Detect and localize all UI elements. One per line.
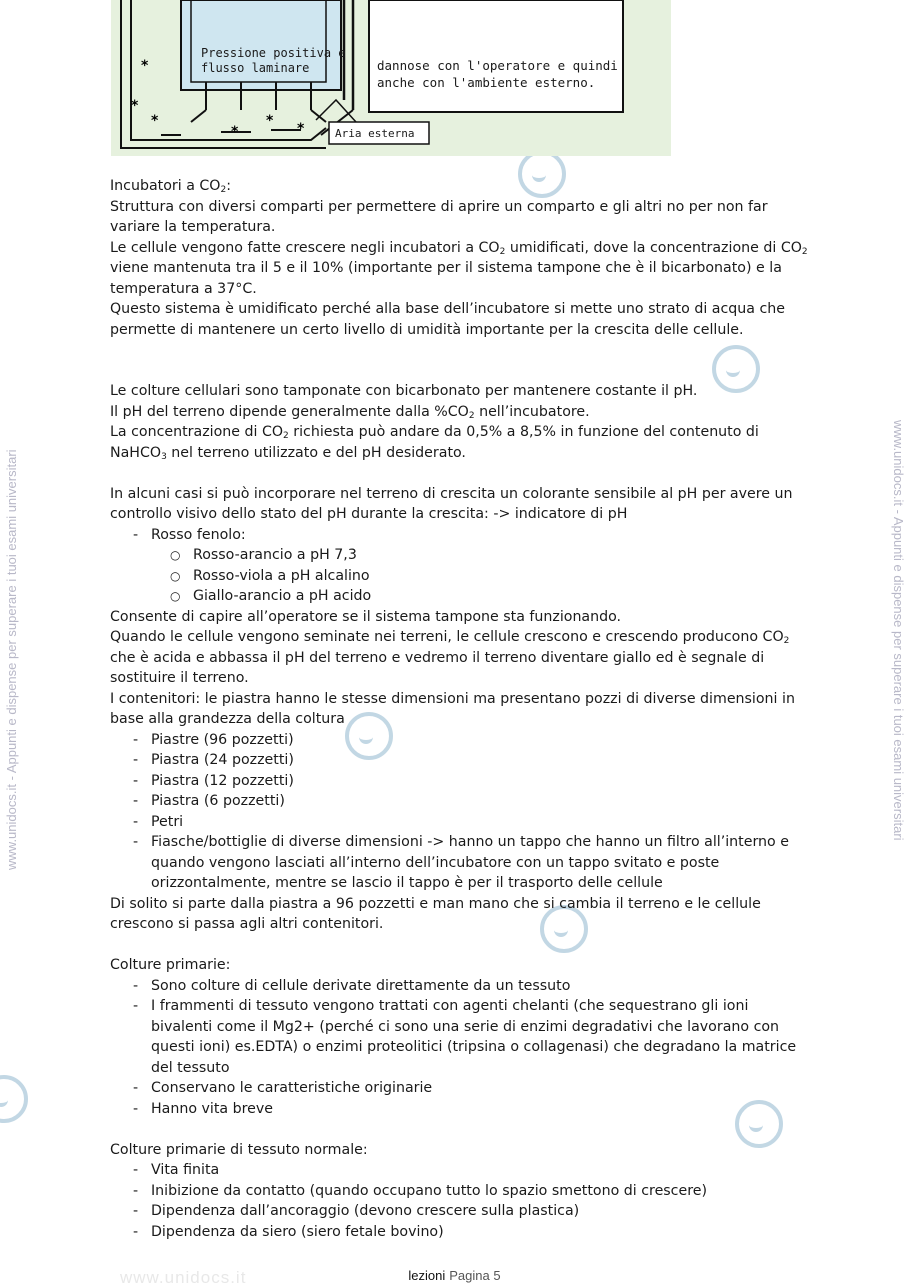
tampone-line-1: Le colture cellulari sono tamponate con bicarbonato per mantenere costante il pH. (110, 383, 698, 399)
svg-text:*: * (141, 58, 149, 74)
list-item: - Piastre (96 pozzetti) (110, 730, 810, 751)
incubatori-paragraph-3: Questo sistema è umidificato perché alla base dell’incubatore si mette uno strato di acqua che permette di mantenere un certo livello di umidità importante per la crescita delle cellule. (110, 301, 785, 338)
normale-title: Colture primarie di tessuto normale: (110, 1141, 368, 1158)
contenitori-list (110, 730, 810, 894)
list-item: - Petri (110, 812, 810, 833)
bottom-watermark-text: www.unidocs.it (120, 1268, 247, 1287)
diagram-box-label-2: flusso laminare (201, 61, 310, 75)
list-item: - Rosso fenolo: ○ Rosso-arancio a pH 7,3 ○ Rosso-viola a pH alcalino ○ Giallo-arancio a pH acido (110, 525, 810, 607)
svg-text:*: * (131, 98, 139, 114)
list-item: ○ Giallo-arancio a pH acido (110, 586, 810, 607)
list-item: - Piastra (6 pozzetti) (110, 791, 810, 812)
list-item: - I frammenti di tessuto vengono trattati con agenti chelanti (che sequestrano gli ioni bivalenti come il Mg2+ (perché ci sono una serie di enzimi degradativi che lavorano con questi ioni) es.EDTA) o enzimi proteolitici (tripsina o collagenasi) che degradano la matrice del tessuto (110, 996, 810, 1078)
list-item: - Piastra (24 pozzetti) (110, 750, 810, 771)
list-item: - Vita finita (110, 1160, 810, 1181)
primarie-title: Colture primarie: (110, 957, 231, 973)
incubatori-paragraph-1: Struttura con diversi comparti per permettere di aprire un comparto e gli altri no per non far variare la temperatura. (110, 198, 768, 235)
tampone-line-3: La concentrazione di $CO_2$ richiesta può andare da 0,5% a 8,5% in funzione del contenuto di NaHCO$_3$ nel terreno utilizzato e del pH desiderato. (110, 424, 759, 462)
indicatore-list (110, 525, 810, 607)
rosso-fenolo-sublist (110, 545, 810, 607)
list-item: ○ Rosso-viola a pH alcalino (110, 566, 810, 587)
diagram-air-label: Aria esterna (335, 127, 415, 140)
normale-list (110, 1160, 810, 1242)
page-number: Pagina 5 (449, 1268, 501, 1283)
list-item: - Conservano le caratteristiche originarie (110, 1078, 810, 1099)
svg-text:*: * (231, 124, 239, 140)
incubatori-paragraph-2: Le cellule vengono fatte crescere negli incubatori a $CO_2$ umidificati, dove la concentrazione di $CO_2$ viene mantenuta tra il 5 e il 10% (importante per il sistema tampone che è il bicarbonato) e la temperatura a 37°C. (110, 239, 808, 297)
right-side-watermark: www.unidocs.it - Appunti e dispense per superare i tuoi esami universitari (891, 420, 906, 841)
laminar-flow-diagram (111, 0, 671, 156)
watermark-logo-icon (0, 1075, 28, 1123)
list-item: - Inibizione da contatto (quando occupano tutto lo spazio smettono di crescere) (110, 1181, 810, 1202)
list-item: - Dipendenza da siero (siero fetale bovino) (110, 1222, 810, 1243)
incubatori-title: Incubatori a $CO_2$: (110, 178, 231, 195)
diagram-note-line-1: dannose con l'operatore e quindi (377, 58, 618, 73)
svg-text:*: * (151, 113, 159, 129)
list-item: - Piastra (12 pozzetti) (110, 771, 810, 792)
list-item: - Sono colture di cellule derivate direttamente da un tessuto (110, 976, 810, 997)
footer-prefix: lezioni (408, 1268, 446, 1283)
diagram-note-line-2: anche con l'ambiente esterno. (377, 75, 596, 90)
svg-text:*: * (297, 121, 305, 137)
list-item: - Dipendenza dall’ancoraggio (devono crescere sulla plastica) (110, 1201, 810, 1222)
indicatore-after-1: Consente di capire all’operatore se il sistema tampone sta funzionando. (110, 608, 622, 625)
indicatore-after-3: I contenitori: le piastra hanno le stesse dimensioni ma presentano pozzi di diverse dimensioni in base alla grandezza della coltura (110, 690, 795, 727)
indicatore-intro: In alcuni casi si può incorporare nel terreno di crescita un colorante sensibile al pH per avere un controllo visivo dello stato del pH durante la crescita: -> indicatore di pH (110, 485, 793, 522)
primarie-list (110, 976, 810, 1120)
tampone-line-2: Il pH del terreno dipende generalmente dalla $\%CO_2$ nell’incubatore. (110, 403, 590, 421)
contenitori-after: Di solito si parte dalla piastra a 96 pozzetti e man mano che si cambia il terreno e le cellule crescono si passa agli altri contenitori. (110, 895, 761, 932)
list-item: - Fiasche/bottiglie di diverse dimensioni -> hanno un tappo che hanno un filtro all’interno e quando vengono lasciati all’interno dell’incubatore con un tappo svitato e poste orizzontalmente, mentre se lascio il tappo è per il trasporto delle cellule (110, 832, 810, 894)
left-side-watermark: www.unidocs.it - Appunti e dispense per superare i tuoi esami universitari (4, 449, 19, 870)
page-footer (0, 1268, 909, 1283)
indicatore-after-2: Quando le cellule vengono seminate nei terreni, le cellule crescono e crescendo producono $CO_2$ che è acida e abbassa il pH del terreno e vedremo il terreno diventare giallo ed è segnale di sostituire il terreno. (110, 629, 790, 686)
diagram-box-label-1: Pressione positiva e (201, 46, 346, 60)
list-item: ○ Rosso-arancio a pH 7,3 (110, 545, 810, 566)
list-item: - Hanno vita breve (110, 1099, 810, 1120)
svg-text:*: * (266, 113, 274, 129)
document-body (110, 176, 810, 1242)
